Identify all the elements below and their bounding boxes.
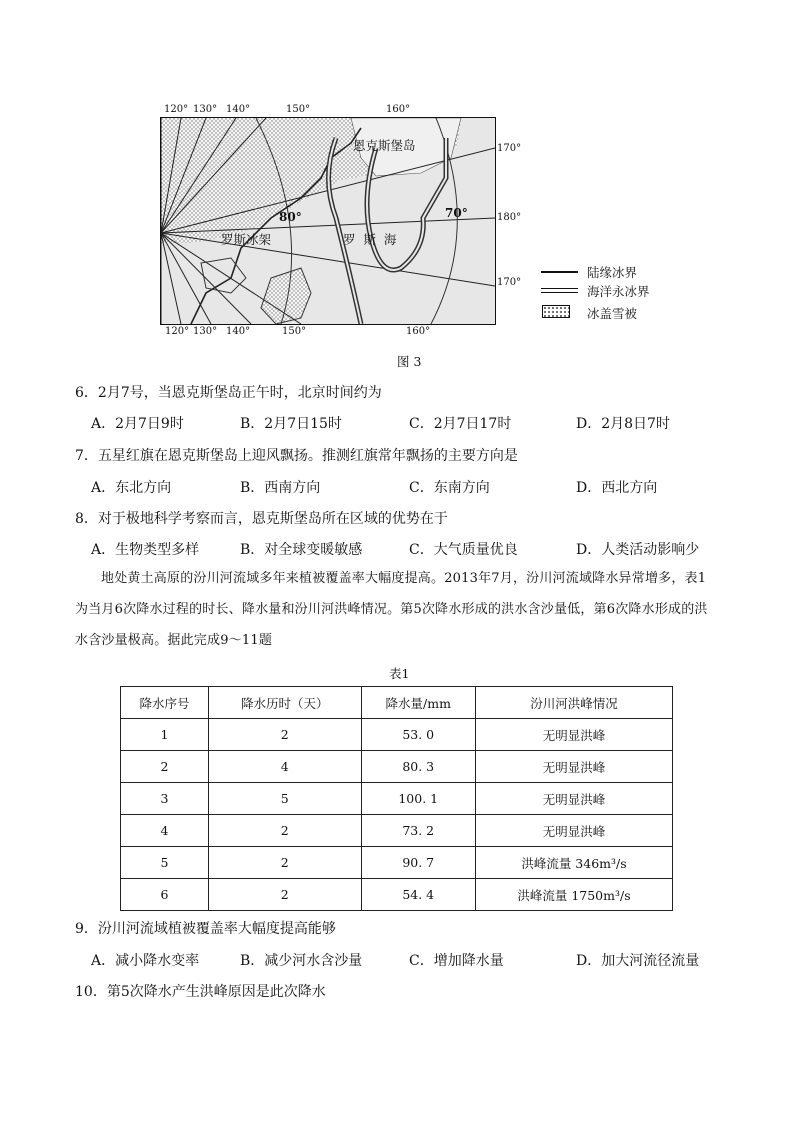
- bottom-lon-label: 120°: [165, 326, 190, 337]
- table-cell: 80. 3: [361, 751, 475, 783]
- legend-label: 冰盖雪被: [587, 306, 638, 321]
- top-lon-label: 120°: [164, 104, 189, 115]
- table-row: [121, 783, 673, 815]
- table-cell: 2: [208, 719, 361, 751]
- table-header-cell: 汾川河洪峰情况: [475, 687, 672, 719]
- island-label: 恩克斯堡岛: [353, 138, 416, 153]
- table-caption: 表1: [389, 666, 410, 681]
- option-b: B．对全球变暖敏感: [240, 542, 363, 558]
- option-b: B．西南方向: [240, 480, 321, 496]
- table-cell: 无明显洪峰: [475, 719, 672, 751]
- bottom-lon-label: 140°: [226, 326, 251, 337]
- table-cell: 4: [208, 751, 361, 783]
- table-cell: 2: [121, 751, 209, 783]
- option-a: A．2月7日9时: [91, 416, 184, 432]
- table-header-cell: 降水量/mm: [361, 687, 475, 719]
- table-cell: 53. 0: [361, 719, 475, 751]
- table-cell: 2: [208, 815, 361, 847]
- question-stem: 6．2月7号，当恩克斯堡岛正午时，北京时间约为: [75, 385, 382, 401]
- table-header-cell: 降水序号: [121, 687, 209, 719]
- table-cell: 54. 4: [361, 879, 475, 911]
- bottom-lon-label: 130°: [193, 326, 218, 337]
- table-cell: 100. 1: [361, 783, 475, 815]
- option-d: D．西北方向: [576, 480, 658, 496]
- table-cell: 洪峰流量 1750m³/s: [475, 879, 672, 911]
- table-cell: 73. 2: [361, 815, 475, 847]
- question-stem: 9．汾川河流域植被覆盖率大幅度提高能够: [75, 921, 336, 937]
- table-cell: 1: [121, 719, 209, 751]
- table-cell: 6: [121, 879, 209, 911]
- question-stem: 10．第5次降水产生洪峰原因是此次降水: [75, 984, 326, 1000]
- reading-passage: [75, 563, 715, 656]
- option-b: B．2月7日15时: [240, 416, 342, 432]
- table-row: [121, 751, 673, 783]
- top-lon-label: 150°: [286, 104, 311, 115]
- option-c: C．2月7日17时: [409, 416, 512, 432]
- table-cell: 2: [208, 879, 361, 911]
- bottom-lon-label: 160°: [406, 326, 431, 337]
- ice-shelf-label: 罗斯冰架: [221, 232, 272, 247]
- option-c: C．增加降水量: [409, 953, 504, 969]
- table-header-row: [121, 687, 673, 719]
- lat-label: 80°: [279, 210, 302, 224]
- table-cell: 2: [208, 847, 361, 879]
- legend-label: 陆缘冰界: [587, 265, 638, 280]
- precipitation-table: [120, 686, 673, 911]
- lat-label: 70°: [445, 206, 468, 220]
- bottom-lon-label: 150°: [282, 326, 307, 337]
- option-a: A．减小降水变率: [91, 953, 200, 969]
- table-cell: 洪峰流量 346m³/s: [475, 847, 672, 879]
- table-cell: 无明显洪峰: [475, 751, 672, 783]
- top-lon-label: 140°: [226, 104, 251, 115]
- option-d: D．人类活动影响少: [576, 542, 700, 558]
- table-cell: 无明显洪峰: [475, 815, 672, 847]
- top-lon-label: 160°: [386, 104, 411, 115]
- table-row: [121, 847, 673, 879]
- right-lon-label: 180°: [497, 212, 522, 223]
- map-svg: [161, 118, 495, 324]
- table-cell: 无明显洪峰: [475, 783, 672, 815]
- double-line-icon: [541, 288, 578, 293]
- option-c: C．东南方向: [409, 480, 490, 496]
- top-lon-label: 130°: [193, 104, 218, 115]
- table-cell: 4: [121, 815, 209, 847]
- question-stem: 7．五星红旗在恩克斯堡岛上迎风飘扬。推测红旗常年飘扬的主要方向是: [75, 448, 518, 464]
- option-c: C．大气质量优良: [409, 542, 518, 558]
- option-b: B．减少河水含沙量: [240, 953, 363, 969]
- option-a: A．生物类型多样: [91, 542, 200, 558]
- table-row: [121, 719, 673, 751]
- table-cell: 5: [121, 847, 209, 879]
- right-lon-label: 170°: [497, 143, 522, 154]
- sea-label: 罗 斯 海: [343, 232, 397, 247]
- table-cell: 3: [121, 783, 209, 815]
- passage-text: 地处黄土高原的汾川河流域多年来植被覆盖率大幅度提高。2013年7月，汾川河流域降水异常增多，表1为当月6次降水过程的时长、降水量和汾川河洪峰情况。第5次降水形成的洪水含沙量低，第6次降水形成的洪水含沙量极高。据此完成9～11题: [75, 571, 708, 648]
- figure-caption: 图 3: [397, 354, 422, 369]
- option-d: D．2月8日7时: [576, 416, 670, 432]
- question-stem: 8．对于极地科学考察而言，恩克斯堡岛所在区域的优势在于: [75, 511, 448, 527]
- table-row: [121, 815, 673, 847]
- map-area: [160, 117, 496, 325]
- option-a: A．东北方向: [91, 480, 172, 496]
- solid-line-icon: [541, 271, 578, 273]
- table-row: [121, 879, 673, 911]
- table-header-cell: 降水历时（天）: [208, 687, 361, 719]
- dotted-box-icon: [542, 305, 570, 318]
- right-lon-label: 170°: [497, 277, 522, 288]
- legend-label: 海洋永冰界: [587, 284, 650, 299]
- table-cell: 5: [208, 783, 361, 815]
- option-d: D．加大河流径流量: [576, 953, 700, 969]
- table-cell: 90. 7: [361, 847, 475, 879]
